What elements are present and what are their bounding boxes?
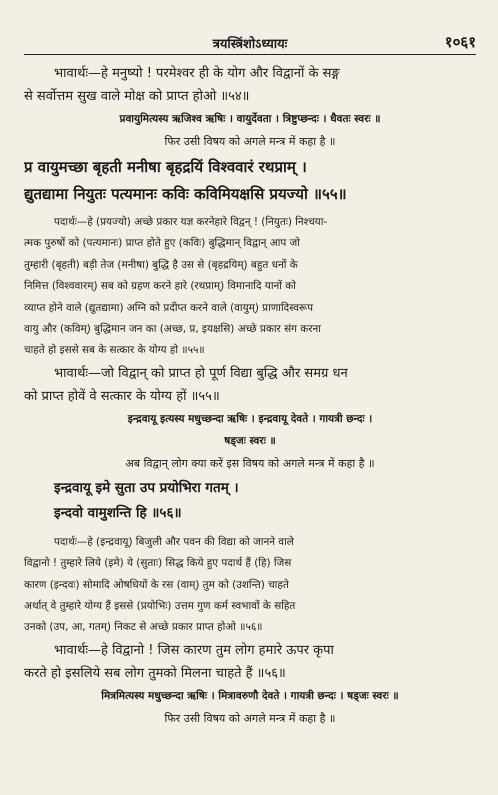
padartha-line: उनको (उप, आ, गतम्) निकट से अच्छे प्रकार प्राप्त होओ ॥५६॥ [24, 621, 263, 634]
bhavartha-line: भावार्थः—हे मनुष्यो ! परमेश्वर ही के योग और विद्वानों के सङ्ग [54, 66, 340, 81]
padartha-line: त्मक पुरुषों को (पत्यमानः) प्राप्त होते हुए (कविः) बुद्धिमान् विद्वान् आप जो [24, 237, 300, 250]
padartha-line: व्याप्त होने वाले (द्युतद्यामा) अग्नि को प्रदीप्त करने वाले (वायुम्) प्राणादिस्वरूप [24, 301, 313, 314]
padartha-line: निमित्त (विश्ववारम्) सब को ग्रहण करने हारे (रथप्राम्) विमानादि यानों को [24, 280, 296, 293]
mantra-meta: मित्रमित्यस्य मधुच्छन्दा ऋषिः । मित्रावरुणौ देवते । गायत्री छन्दः । षड्जः स्वरः ॥ [101, 689, 399, 702]
mantra-line: प्र वायुमच्छा बृहती मनीषा बृहद्रयिं विश्ववारं रथप्राम् । [24, 158, 307, 176]
chapter-title: त्रयस्त्रिंशोऽध्यायः [212, 37, 288, 52]
padartha-line: चाहते हो इससे सब के सत्कार के योग्य हो ॥५५॥ [24, 344, 205, 357]
padartha-line: पदार्थः—हे (प्रयज्यो) अच्छे प्रकार यज्ञ करनेहारे विद्वन् ! (नियुतः) निश्चया- [54, 216, 328, 228]
padartha-line: पदार्थः—हे (इन्द्रवायू) बिजुली और पवन की विद्या को जानने वाले [54, 535, 294, 548]
mantra-meta: प्रवायुमित्यस्य ऋजिश्व ऋषिः । वायुर्देवता । त्रिष्टुप्छन्दः । धैवतः स्वरः ॥ [119, 113, 381, 125]
mantra-intro: अब विद्वान् लोग क्या करें इस विषय को अगले मन्त्र में कहा है ॥ [125, 456, 375, 470]
padartha-line: कारण (इन्दवः) सोमादि ओषधियों के रस (वाम्) तुम को (उशन्ति) चाहते [24, 578, 289, 591]
mantra-intro: फिर उसी विषय को अगले मन्त्र में कहा है ॥ [164, 135, 336, 148]
bhavartha-line: करते हो इसलिये सब लोग तुमको मिलना चाहते हैं ॥५६॥ [24, 665, 286, 681]
padartha-line: तुम्हारी (बृहती) बड़ी तेज (मनीषा) बुद्धि है उस से (बृहद्रयिम्) बहुत धनों के [24, 258, 298, 271]
mantra-line: इन्दवो वामुशन्ति हि ॥५६॥ [54, 504, 182, 521]
bhavartha-line: भावार्थः—जो विद्वान् को प्राप्त हो पूर्ण विद्या बुद्धि और समग्र धन [54, 365, 348, 381]
bhavartha-line: से सर्वोत्तम सुख वाले मोक्ष को प्राप्त होओ ॥५४॥ [24, 89, 250, 104]
page-header [24, 32, 476, 55]
mantra-line: इन्द्रवायू इमे सुता उप प्रयोभिरा गतम् । [54, 479, 239, 496]
padartha-line: विद्वानो ! तुम्हारे लिये (इमे) ये (सुताः) सिद्ध किये हुए पदार्थ हैं (हि) जिस [24, 557, 292, 570]
page-content [24, 62, 476, 731]
mantra-meta: इन्द्रवायू इत्यस्य मधुच्छन्दा ऋषिः । इन्द्रवायू देवते । गायत्री छन्दः । [127, 412, 373, 425]
mantra-meta: षड्जः स्वरः ॥ [224, 434, 276, 447]
mantra-line: द्युतद्यामा नियुतः पत्यमानः कविः कविमियक्षसि प्रयज्यो ॥५५॥ [24, 185, 347, 203]
mantra-intro: फिर उसी विषय को अगले मन्त्र में कहा है ॥ [164, 711, 336, 725]
padartha-line: वायु और (कविम्) बुद्धिमान जन का (अच्छ, प्र, इयक्षसि) अच्छे प्रकार संग करना [24, 323, 321, 336]
padartha-line: अर्थात् वे तुम्हारे योग्य हैं इससे (प्रयोभिः) उत्तम गुण कर्म स्वभावों के सहित [24, 600, 296, 613]
page-number: १०६१ [444, 33, 476, 51]
bhavartha-line: को प्राप्त होवें वे सत्कार के योग्य हों ॥५५॥ [24, 388, 220, 404]
bhavartha-line: भावार्थः—हे विद्वानो ! जिस कारण तुम लोग हमारे ऊपर कृपा [54, 642, 334, 658]
